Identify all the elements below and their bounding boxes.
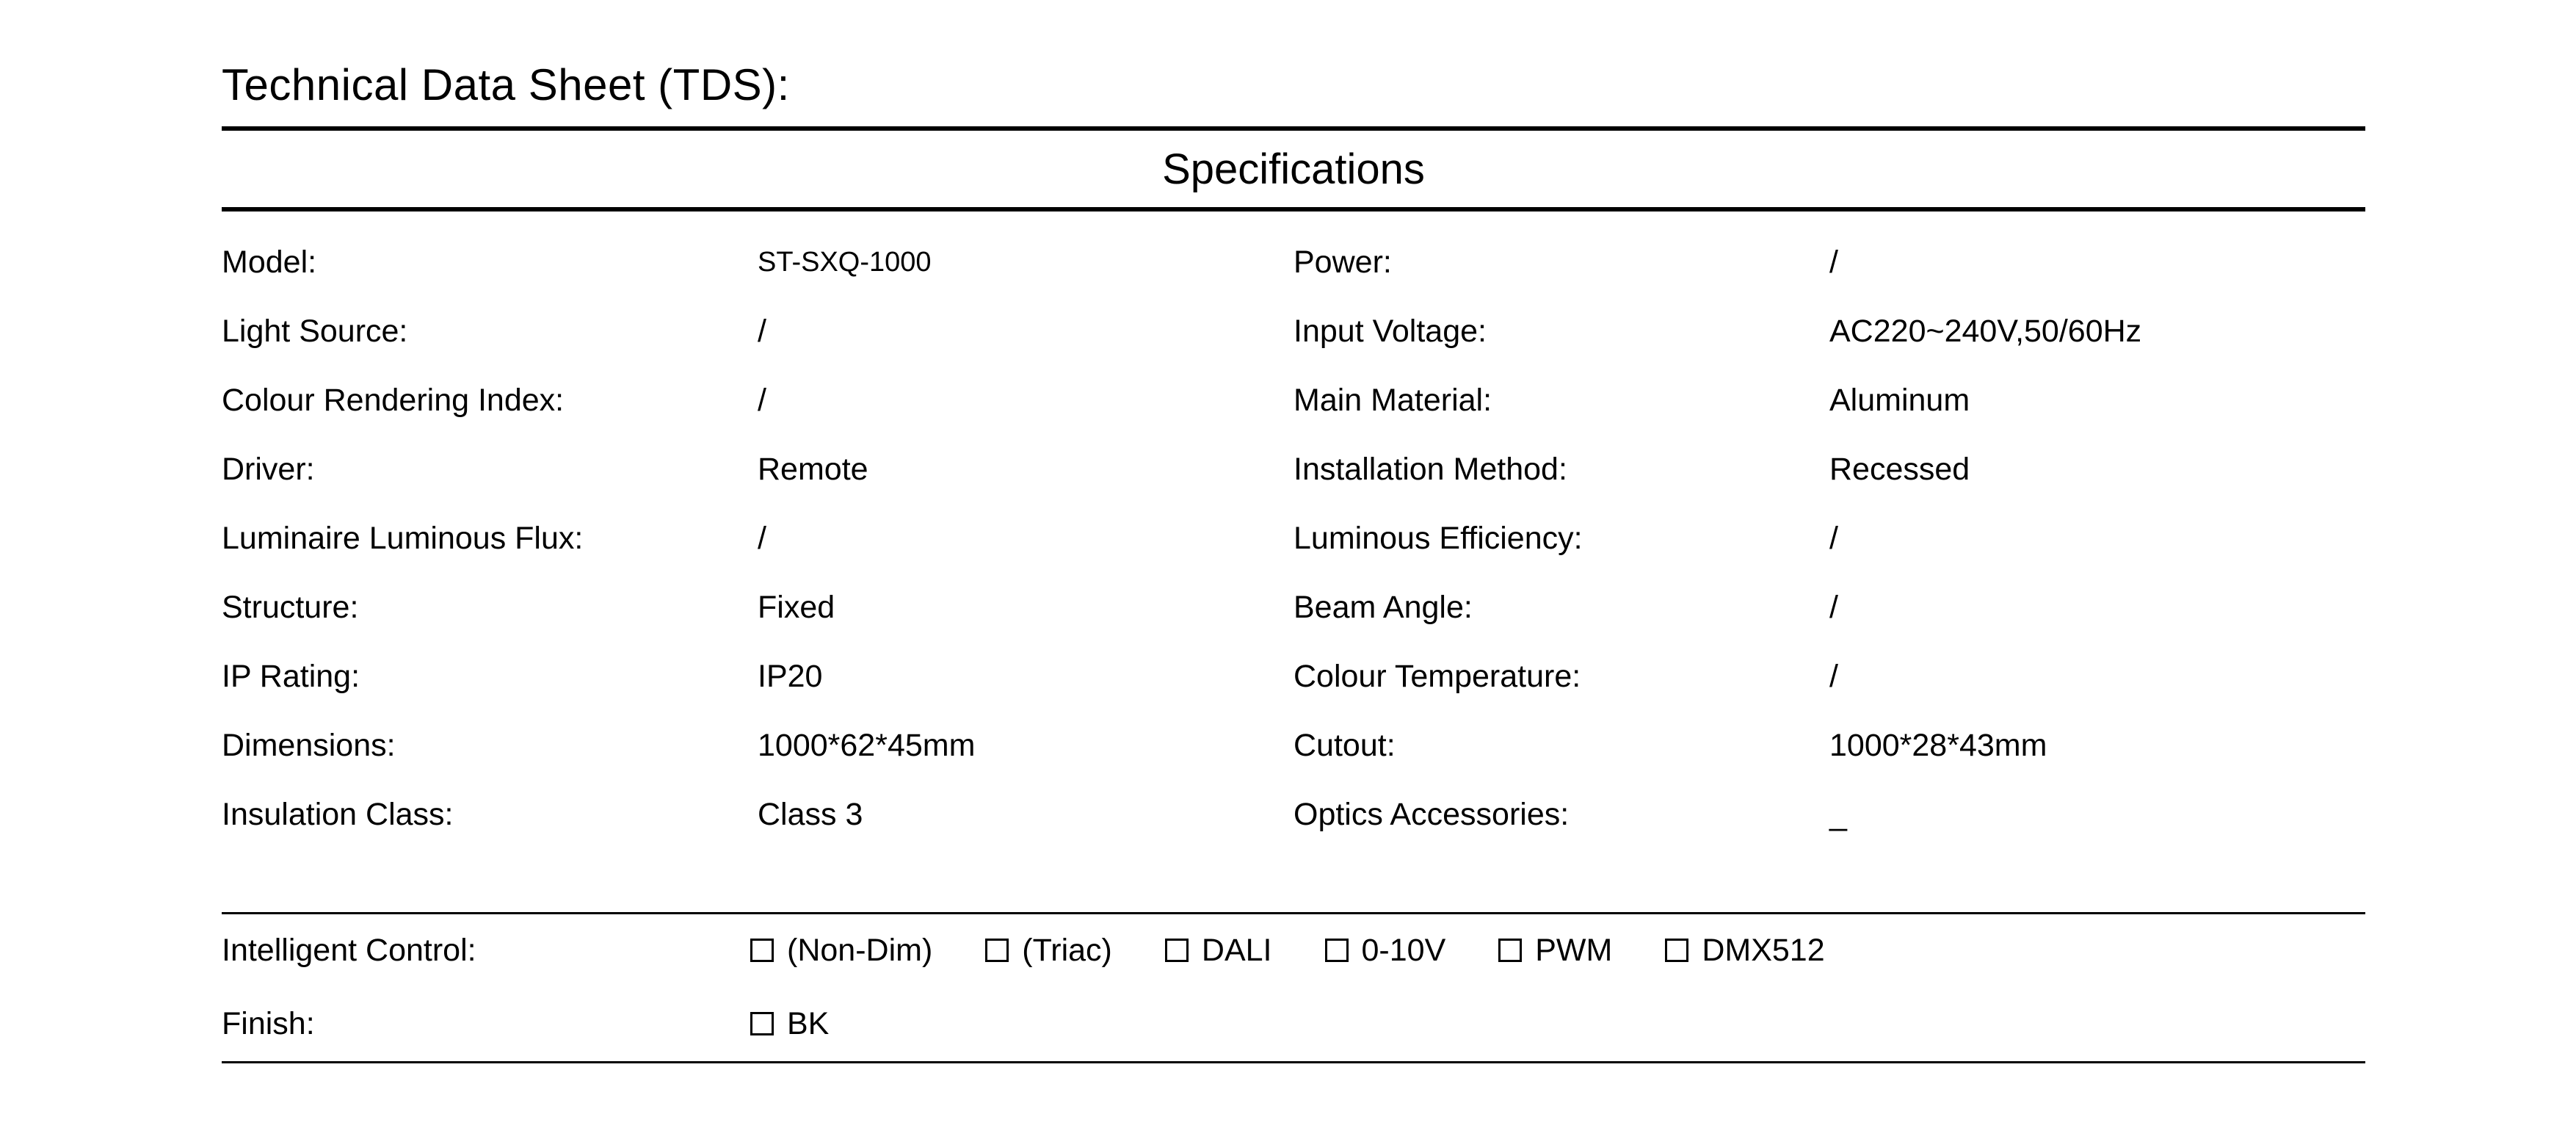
document-title: Technical Data Sheet (TDS): bbox=[222, 60, 790, 109]
spec-label: Colour Temperature: bbox=[1294, 658, 1581, 694]
spec-label: Luminous Efficiency: bbox=[1294, 520, 1583, 556]
spec-row bbox=[222, 573, 2365, 642]
spec-label: Colour Rendering Index: bbox=[222, 382, 565, 418]
option-label: BK bbox=[787, 1005, 830, 1041]
spec-row bbox=[222, 297, 2365, 366]
spec-row bbox=[222, 435, 2365, 504]
spec-label: Main Material: bbox=[1294, 382, 1492, 418]
spec-label: Driver: bbox=[222, 451, 315, 487]
option-label: (Triac) bbox=[1022, 932, 1112, 968]
intelligent-control-row bbox=[222, 914, 2365, 986]
spec-value: / bbox=[1829, 589, 1838, 625]
table-spacer bbox=[222, 849, 2365, 912]
spec-label: Luminaire Luminous Flux: bbox=[222, 520, 584, 556]
spec-label: Light Source: bbox=[222, 313, 408, 349]
checkbox-dmx512[interactable] bbox=[1665, 939, 1688, 962]
option-dmx512[interactable] bbox=[1665, 933, 1824, 969]
spec-row bbox=[222, 504, 2365, 573]
spec-label: Dimensions: bbox=[222, 727, 396, 763]
spec-label: Insulation Class: bbox=[222, 796, 454, 832]
spec-value: AC220~240V,50/60Hz bbox=[1829, 313, 2142, 349]
option-non-dim[interactable] bbox=[750, 933, 932, 969]
specifications-divider bbox=[222, 207, 2365, 212]
option-label: DALI bbox=[1201, 932, 1272, 968]
spec-label: IP Rating: bbox=[222, 658, 360, 694]
finish-label: Finish: bbox=[222, 1005, 315, 1041]
spec-label: Structure: bbox=[222, 589, 359, 625]
spec-label: Installation Method: bbox=[1294, 451, 1567, 487]
spec-row bbox=[222, 780, 2365, 849]
spec-value: / bbox=[758, 520, 766, 556]
option-pwm[interactable] bbox=[1498, 933, 1612, 969]
technical-data-sheet bbox=[222, 60, 2365, 1063]
spec-row bbox=[222, 366, 2365, 435]
option-label: 0-10V bbox=[1361, 932, 1446, 968]
spec-value: _ bbox=[1829, 796, 1847, 832]
control-bottom-divider bbox=[222, 1061, 2365, 1063]
checkbox-bk[interactable] bbox=[750, 1012, 774, 1035]
option-label: (Non-Dim) bbox=[787, 932, 933, 968]
spec-value: / bbox=[1829, 244, 1838, 280]
option-bk[interactable] bbox=[750, 1006, 829, 1042]
option-label: PWM bbox=[1535, 932, 1613, 968]
spec-label: Optics Accessories: bbox=[1294, 796, 1570, 832]
spec-value: Recessed bbox=[1829, 451, 1970, 487]
spec-value: Fixed bbox=[758, 589, 835, 625]
checkbox-dali[interactable] bbox=[1165, 939, 1189, 962]
spec-value: 1000*62*45mm bbox=[758, 727, 976, 763]
finish-row bbox=[222, 986, 2365, 1061]
spec-value: 1000*28*43mm bbox=[1829, 727, 2047, 763]
spec-value: Aluminum bbox=[1829, 382, 1970, 418]
spec-label: Input Voltage: bbox=[1294, 313, 1487, 349]
checkbox-non-dim[interactable] bbox=[750, 939, 774, 962]
spec-value: / bbox=[1829, 520, 1838, 556]
checkbox-pwm[interactable] bbox=[1498, 939, 1522, 962]
option-label: DMX512 bbox=[1702, 932, 1825, 968]
spec-value: Remote bbox=[758, 451, 868, 487]
spec-label: Cutout: bbox=[1294, 727, 1396, 763]
spec-row bbox=[222, 711, 2365, 780]
spec-label: Beam Angle: bbox=[1294, 589, 1473, 625]
spec-label: Model: bbox=[222, 244, 317, 280]
specifications-heading: Specifications bbox=[1162, 145, 1425, 193]
checkbox-0-10v[interactable] bbox=[1325, 939, 1349, 962]
spec-value: / bbox=[758, 313, 766, 349]
option-0-10v[interactable] bbox=[1325, 933, 1446, 969]
checkbox-triac[interactable] bbox=[985, 939, 1009, 962]
spec-value: / bbox=[758, 382, 766, 418]
spec-row bbox=[222, 642, 2365, 711]
control-table bbox=[222, 914, 2365, 1061]
spec-value: / bbox=[1829, 658, 1838, 694]
specifications-table bbox=[222, 228, 2365, 849]
option-triac[interactable] bbox=[985, 933, 1112, 969]
spec-label: Power: bbox=[1294, 244, 1392, 280]
spec-value: IP20 bbox=[758, 658, 823, 694]
spec-value: ST-SXQ-1000 bbox=[758, 246, 932, 278]
spec-row bbox=[222, 228, 2365, 297]
option-dali[interactable] bbox=[1165, 933, 1272, 969]
spec-value: Class 3 bbox=[758, 796, 863, 832]
intelligent-control-label: Intelligent Control: bbox=[222, 932, 476, 968]
